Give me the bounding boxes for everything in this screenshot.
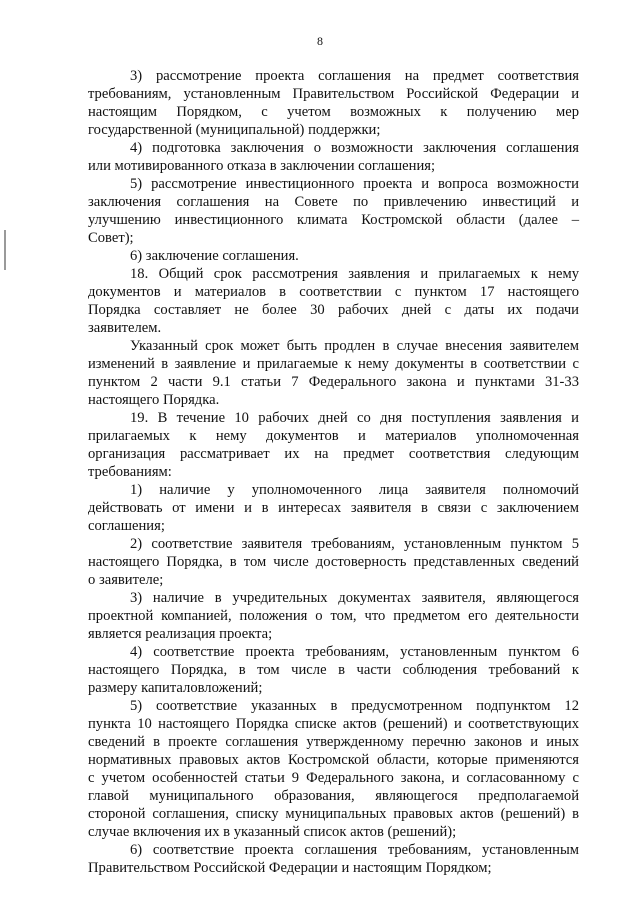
text-line: 1) наличие у уполномоченного лица заявителя полномочий xyxy=(130,482,579,498)
text-line: или мотивированного отказа в заключении соглашения; xyxy=(88,158,436,174)
text-line: государственной (муниципальной) поддержки; xyxy=(88,122,381,138)
text-line: пунктом 2 части 9.1 статьи 7 Федерального закона и пунктами 31-33 xyxy=(88,374,579,390)
text-line: настоящего Порядка, в том числе в части соблюдения требований к xyxy=(88,662,579,678)
text-line: настоящего Порядка, в том числе достоверность представленных сведений xyxy=(88,554,579,570)
text-line: пункта 10 настоящего Порядка списке актов (решений) и соответствующих xyxy=(88,716,579,732)
text-line: Порядка составляет не более 30 рабочих дней с даты их подачи xyxy=(88,302,579,318)
text-line: случае включения их в указанный список актов (решений); xyxy=(88,824,457,840)
text-line: 6) соответствие проекта соглашения требованиям, установленным xyxy=(130,842,579,858)
text-line: 4) подготовка заключения о возможности заключения соглашения xyxy=(130,140,579,156)
text-line: Правительством Российской Федерации и настоящим Порядком; xyxy=(88,860,492,876)
text-line: организация рассматривает их на предмет соответствия следующим xyxy=(88,446,579,462)
text-line: настоящего Порядка. xyxy=(88,392,220,408)
text-line: Совет); xyxy=(88,230,134,246)
text-line: 4) соответствие проекта требованиям, установленным пунктом 6 xyxy=(130,644,579,660)
text-line: проектной компанией, положения о том, что предметом его деятельности xyxy=(88,608,579,624)
text-line: 19. В течение 10 рабочих дней со дня поступления заявления и xyxy=(130,410,579,426)
text-line: требованиям, установленным Правительством Российской Федерации и xyxy=(88,86,579,102)
text-line: соглашения; xyxy=(88,518,165,534)
text-line: документов и материалов в соответствии с пунктом 17 настоящего xyxy=(88,284,579,300)
text-line: изменений в заявление и прилагаемые к нему документы в соответствии с xyxy=(88,356,579,372)
text-line: улучшению инвестиционного климата Костромской области (далее – xyxy=(88,212,579,228)
text-line: с учетом особенностей статьи 9 Федерального закона, и согласованному с xyxy=(88,770,579,786)
text-line: 18. Общий срок рассмотрения заявления и прилагаемых к нему xyxy=(130,266,579,282)
text-line: 5) соответствие указанных в предусмотренном подпунктом 12 xyxy=(130,698,579,714)
text-line: 6) заключение соглашения. xyxy=(130,248,299,264)
text-line: сведений в проекте соглашения утвержденному перечню законов и иных xyxy=(88,734,579,750)
text-line: 3) наличие в учредительных документах заявителя, являющегося xyxy=(130,590,579,606)
text-line: настоящим Порядком, с учетом возможных к получению мер xyxy=(88,104,579,120)
text-line: размеру капиталовложений; xyxy=(88,680,263,696)
text-line: 2) соответствие заявителя требованиям, установленным пунктом 5 xyxy=(130,536,579,552)
text-line: является реализация проекта; xyxy=(88,626,273,642)
text-line: действовать от имени и в интересах заявителя в связи с заключением xyxy=(88,500,579,516)
page-number: 8 xyxy=(317,34,323,48)
text-line: о заявителе; xyxy=(88,572,164,588)
text-line: заключения соглашения на Совете по привлечению инвестиций и xyxy=(88,194,579,210)
scan-margin-mark xyxy=(4,230,6,270)
text-line: требованиям: xyxy=(88,464,172,480)
text-line: стороной соглашения, списку муниципальных правовых актов (решений) в xyxy=(88,806,579,822)
text-line: главой муниципального образования, являющегося предполагаемой xyxy=(88,788,579,804)
text-line: нормативных правовых актов Костромской области, которые применяются xyxy=(88,752,579,768)
text-line: заявителем. xyxy=(88,320,162,336)
text-line: 5) рассмотрение инвестиционного проекта и вопроса возможности xyxy=(130,176,579,192)
text-line: Указанный срок может быть продлен в случае внесения заявителем xyxy=(130,338,579,354)
text-line: прилагаемых к нему документов и материалов уполномоченная xyxy=(88,428,579,444)
text-line: 3) рассмотрение проекта соглашения на предмет соответствия xyxy=(130,68,579,84)
